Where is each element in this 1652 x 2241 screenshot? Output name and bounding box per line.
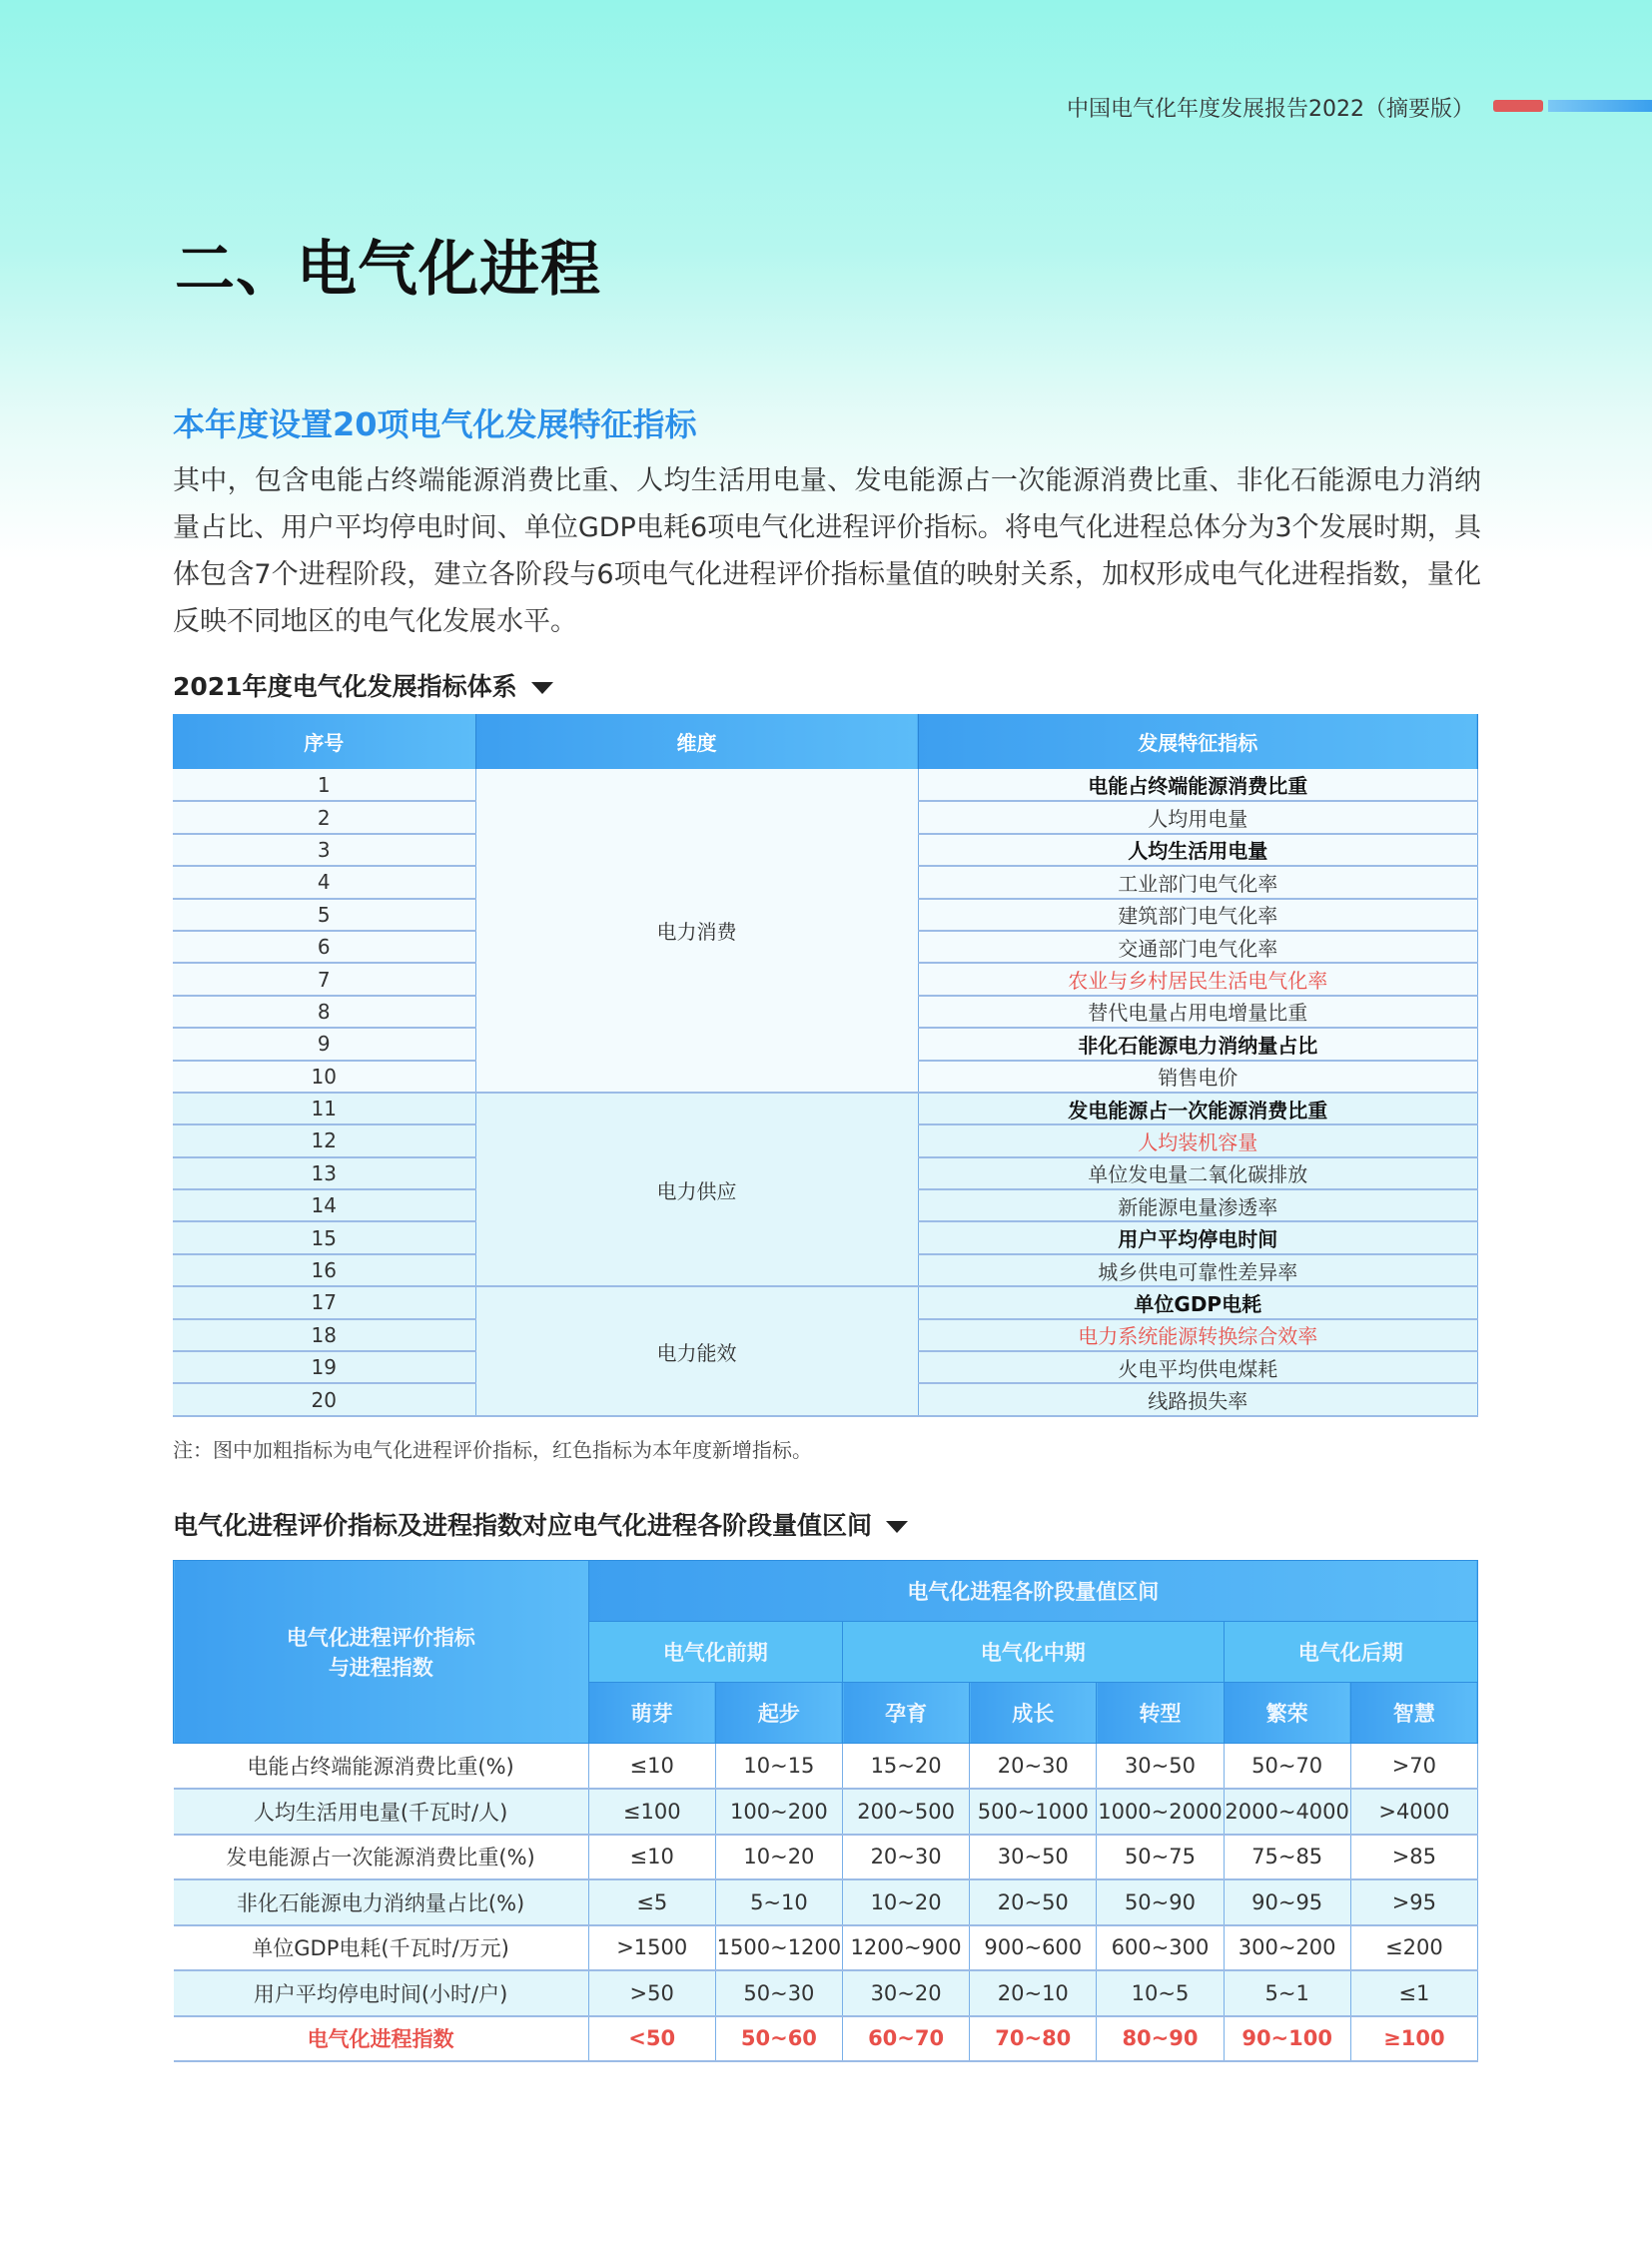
range-value: 30~50 [970, 1835, 1097, 1880]
range-value: 10~5 [1097, 1970, 1224, 2016]
range-value: 5~10 [715, 1879, 842, 1925]
range-value: <50 [588, 2016, 715, 2062]
header-accent-blue [1548, 100, 1652, 112]
range-value: >95 [1350, 1879, 1477, 1925]
corner-header [174, 1561, 589, 1744]
row-number: 1 [173, 769, 475, 801]
range-value: 50~75 [1097, 1835, 1224, 1880]
stage-header: 萌芽 [588, 1683, 715, 1744]
indicator-cell: 线路损失率 [918, 1383, 1478, 1415]
indicator-cell: 电力系统能源转换综合效率 [918, 1319, 1478, 1351]
indicator-cell: 城乡供电可靠性差异率 [918, 1254, 1478, 1286]
row-number: 18 [173, 1319, 475, 1351]
row-number: 15 [173, 1221, 475, 1253]
range-value: 30~20 [843, 1970, 970, 2016]
stage-header: 孕育 [843, 1683, 970, 1744]
row-number: 9 [173, 1028, 475, 1060]
range-value: 75~85 [1224, 1835, 1350, 1880]
range-value: 20~10 [970, 1970, 1097, 2016]
indicator-system-table [173, 714, 1478, 1417]
range-value: 90~95 [1224, 1879, 1350, 1925]
range-value: 10~15 [715, 1744, 842, 1790]
indicator-cell: 交通部门电气化率 [918, 931, 1478, 963]
table1-note: 注：图中加粗指标为电气化进程评价指标，红色指标为本年度新增指标。 [173, 1438, 812, 1462]
indicator-cell: 单位GDP电耗 [918, 1286, 1478, 1318]
range-value: 50~90 [1097, 1879, 1224, 1925]
table-row [174, 1789, 1478, 1835]
table-row [174, 1925, 1478, 1971]
table2-heading [173, 1506, 908, 1542]
period-header: 电气化前期 [588, 1622, 842, 1683]
row-number: 20 [173, 1383, 475, 1415]
row-number: 19 [173, 1351, 475, 1383]
col-header-dimension: 维度 [475, 714, 918, 769]
range-value: 300~200 [1224, 1925, 1350, 1971]
period-header: 电气化后期 [1224, 1622, 1477, 1683]
range-value: 50~60 [715, 2016, 842, 2062]
intro-paragraph: 其中，包含电能占终端能源消费比重、人均生活用电量、发电能源占一次能源消费比重、非化石能源电力消纳量占比、用户平均停电时间、单位GDP电耗6项电气化进程评价指标。将电气化进程总体分为3个发展时期，具体包含7个进程阶段，建立各阶段与6项电气化进程评价指标量值的映射关系，加权形成电气化进程指数，量化反映不同地区的电气化发展水平。 [173, 465, 1481, 637]
range-value: ≤200 [1350, 1925, 1477, 1971]
range-value: 10~20 [843, 1879, 970, 1925]
range-value: ≤10 [588, 1744, 715, 1790]
range-value: 500~1000 [970, 1789, 1097, 1835]
range-value: 2000~4000 [1224, 1789, 1350, 1835]
indicator-cell: 人均用电量 [918, 801, 1478, 833]
indicator-cell: 工业部门电气化率 [918, 866, 1478, 898]
stage-threshold-table [173, 1560, 1478, 2062]
range-value: >50 [588, 1970, 715, 2016]
triangle-down-icon [886, 1521, 908, 1533]
indicator-cell: 建筑部门电气化率 [918, 899, 1478, 931]
row-number: 4 [173, 866, 475, 898]
indicator-cell: 农业与乡村居民生活电气化率 [918, 963, 1478, 995]
metric-label: 电气化进程指数 [174, 2016, 589, 2062]
metric-label: 电能占终端能源消费比重(%) [174, 1744, 589, 1790]
range-value: 70~80 [970, 2016, 1097, 2062]
range-value: >1500 [588, 1925, 715, 1971]
range-value: 10~20 [715, 1835, 842, 1880]
row-number: 2 [173, 801, 475, 833]
table-row [173, 1286, 1478, 1318]
indicator-cell: 销售电价 [918, 1061, 1478, 1093]
row-number: 5 [173, 899, 475, 931]
range-value: 100~200 [715, 1789, 842, 1835]
range-value: 50~30 [715, 1970, 842, 2016]
metric-label: 用户平均停电时间(小时/户) [174, 1970, 589, 2016]
range-value: 60~70 [843, 2016, 970, 2062]
stage-header: 智慧 [1350, 1683, 1477, 1744]
range-value: 30~50 [1097, 1744, 1224, 1790]
stage-header: 繁荣 [1224, 1683, 1350, 1744]
range-value: 50~70 [1224, 1744, 1350, 1790]
row-number: 12 [173, 1124, 475, 1156]
row-number: 14 [173, 1189, 475, 1221]
range-value: 1200~900 [843, 1925, 970, 1971]
table-row [174, 1744, 1478, 1790]
range-value: 20~50 [970, 1879, 1097, 1925]
row-number: 13 [173, 1157, 475, 1189]
indicator-cell: 非化石能源电力消纳量占比 [918, 1028, 1478, 1060]
range-value: ≤1 [1350, 1970, 1477, 2016]
row-number: 6 [173, 931, 475, 963]
range-value: ≤5 [588, 1879, 715, 1925]
dimension-cell: 电力能效 [475, 1286, 918, 1416]
range-value: 80~90 [1097, 2016, 1224, 2062]
triangle-down-icon [531, 682, 553, 694]
period-header: 电气化中期 [843, 1622, 1225, 1683]
col-header-no: 序号 [173, 714, 475, 769]
range-value: 600~300 [1097, 1925, 1224, 1971]
range-value: 900~600 [970, 1925, 1097, 1971]
index-row [174, 2016, 1478, 2062]
range-value: >70 [1350, 1744, 1477, 1790]
range-value: ≤100 [588, 1789, 715, 1835]
indicator-cell: 单位发电量二氧化碳排放 [918, 1157, 1478, 1189]
table-row [174, 1835, 1478, 1880]
indicator-cell: 电能占终端能源消费比重 [918, 769, 1478, 801]
stage-header: 成长 [970, 1683, 1097, 1744]
header-accent-red [1493, 100, 1543, 112]
indicator-cell: 发电能源占一次能源消费比重 [918, 1093, 1478, 1124]
metric-label: 人均生活用电量(千瓦时/人) [174, 1789, 589, 1835]
row-number: 17 [173, 1286, 475, 1318]
indicator-cell: 替代电量占用电增量比重 [918, 996, 1478, 1028]
report-header-title: 中国电气化年度发展报告2022（摘要版） [1067, 97, 1474, 122]
indicator-cell: 新能源电量渗透率 [918, 1189, 1478, 1221]
section-subtitle: 本年度设置20项电气化发展特征指标 [173, 405, 697, 443]
range-value: 20~30 [970, 1744, 1097, 1790]
indicator-cell: 人均生活用电量 [918, 834, 1478, 866]
range-value: >4000 [1350, 1789, 1477, 1835]
row-number: 10 [173, 1061, 475, 1093]
range-value: 1000~2000 [1097, 1789, 1224, 1835]
row-number: 7 [173, 963, 475, 995]
table1-heading [173, 667, 553, 703]
table-row [174, 1879, 1478, 1925]
range-header: 电气化进程各阶段量值区间 [588, 1561, 1477, 1622]
range-value: 1500~1200 [715, 1925, 842, 1971]
indicator-cell: 火电平均供电煤耗 [918, 1351, 1478, 1383]
metric-label: 发电能源占一次能源消费比重(%) [174, 1835, 589, 1880]
row-number: 3 [173, 834, 475, 866]
stage-header: 转型 [1097, 1683, 1224, 1744]
range-value: 5~1 [1224, 1970, 1350, 2016]
header-row [174, 1561, 1478, 1622]
table-row [173, 1093, 1478, 1124]
range-value: ≥100 [1350, 2016, 1477, 2062]
col-header-indicator: 发展特征指标 [918, 714, 1478, 769]
dimension-cell: 电力供应 [475, 1093, 918, 1286]
indicator-cell: 用户平均停电时间 [918, 1221, 1478, 1253]
table2-heading-text: 电气化进程评价指标及进程指数对应电气化进程各阶段量值区间 [173, 1511, 873, 1540]
corner-header-line: 与进程指数 [328, 1656, 433, 1680]
metric-label: 非化石能源电力消纳量占比(%) [174, 1879, 589, 1925]
range-value: 90~100 [1224, 2016, 1350, 2062]
dimension-cell: 电力消费 [475, 769, 918, 1093]
range-value: ≤10 [588, 1835, 715, 1880]
table1-heading-text: 2021年度电气化发展指标体系 [173, 672, 517, 701]
stage-header: 起步 [715, 1683, 842, 1744]
page-title: 二、电气化进程 [175, 235, 601, 305]
range-value: 15~20 [843, 1744, 970, 1790]
row-number: 16 [173, 1254, 475, 1286]
range-value: >85 [1350, 1835, 1477, 1880]
corner-header-line: 电气化进程评价指标 [286, 1626, 475, 1650]
metric-label: 单位GDP电耗(千瓦时/万元) [174, 1925, 589, 1971]
range-value: 20~30 [843, 1835, 970, 1880]
range-value: 200~500 [843, 1789, 970, 1835]
row-number: 8 [173, 996, 475, 1028]
row-number: 11 [173, 1093, 475, 1124]
table-row [173, 769, 1478, 801]
table-row [174, 1970, 1478, 2016]
indicator-cell: 人均装机容量 [918, 1124, 1478, 1156]
